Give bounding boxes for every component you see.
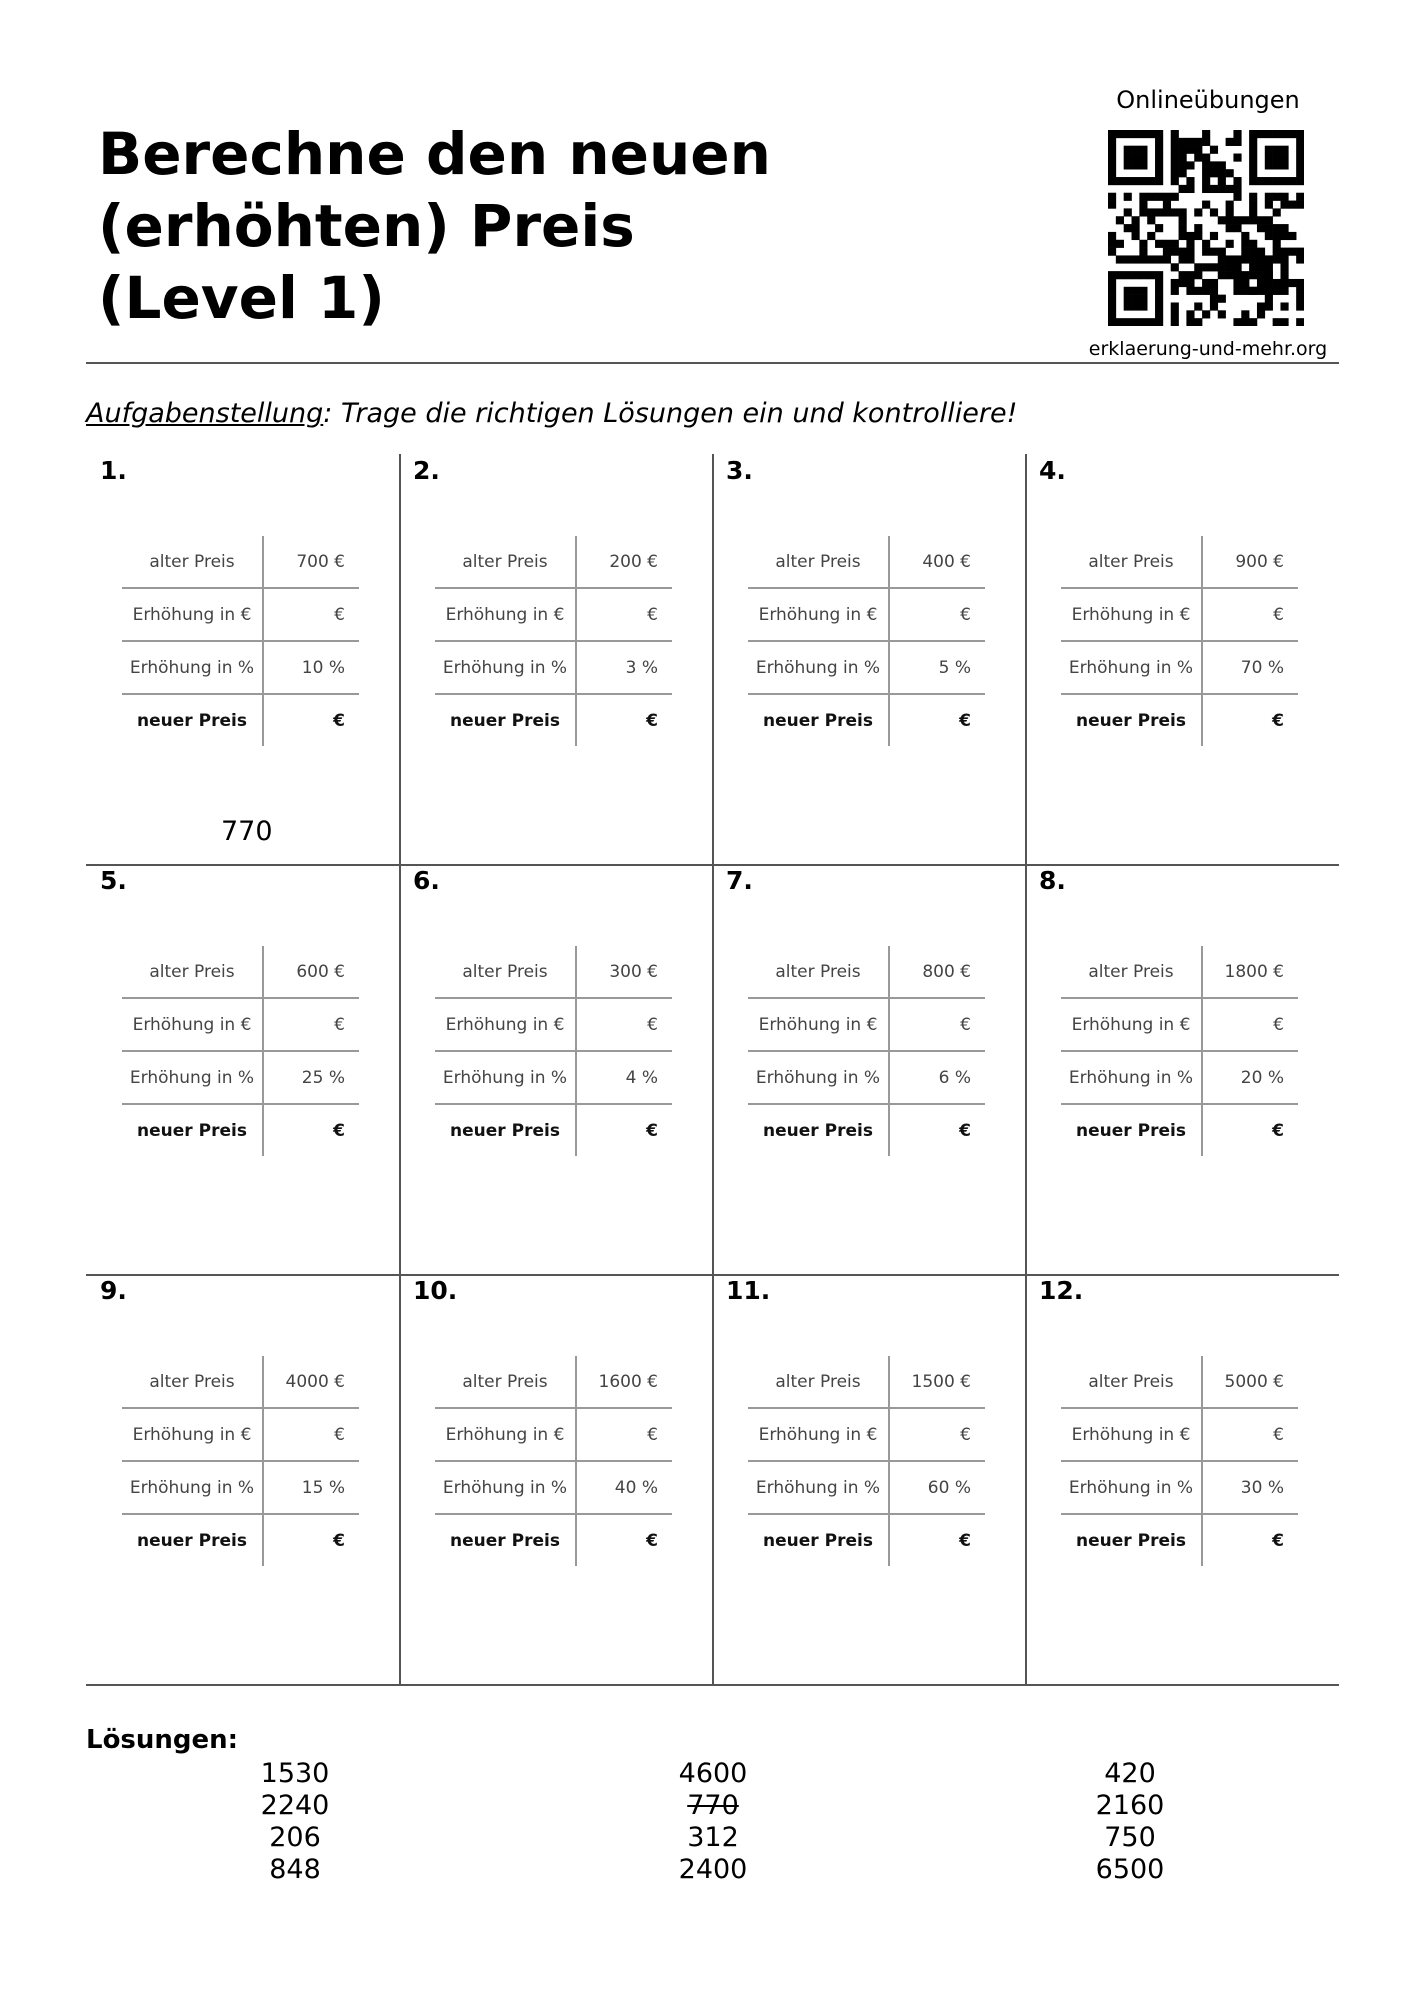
row-label: Erhöhung in € [122,588,263,641]
row-value: 1500 € [889,1356,985,1408]
price-row [748,1514,985,1566]
price-table [122,946,359,1156]
row-value: 1800 € [1202,946,1298,998]
solutions-column [185,1758,405,1886]
row-label: Erhöhung in % [122,1461,263,1514]
row-label: alter Preis [435,1356,576,1408]
exercise-number: 4. [1039,456,1066,485]
qr-label: Onlineübungen [1116,86,1300,114]
solution-value: 312 [687,1822,739,1853]
solutions-column [603,1758,823,1886]
price-table [748,946,985,1156]
exercise-card [1025,864,1338,1275]
price-row [122,694,359,746]
row-value: 30 % [1202,1461,1298,1514]
solution-value: 2400 [678,1854,748,1885]
price-row [748,1461,985,1514]
row-label: neuer Preis [435,1514,576,1566]
task-instruction [86,398,1017,429]
qr-code[interactable] [1108,130,1304,326]
row-label: alter Preis [122,536,263,588]
price-row [1061,1104,1298,1156]
row-value[interactable]: € [263,998,359,1051]
price-row [1061,536,1298,588]
row-value: 200 € [576,536,672,588]
solution-value: 2160 [1095,1790,1165,1821]
row-value: 40 % [576,1461,672,1514]
row-label: neuer Preis [748,1514,889,1566]
row-value: 400 € [889,536,985,588]
row-value[interactable]: € [1272,1120,1284,1141]
price-row [435,536,672,588]
row-label: alter Preis [122,946,263,998]
price-row [748,588,985,641]
row-value[interactable]: € [1202,588,1298,641]
price-row [748,946,985,998]
row-label: Erhöhung in € [748,588,889,641]
price-row [122,536,359,588]
row-value: 60 % [889,1461,985,1514]
row-value[interactable]: € [959,1530,971,1551]
price-row [435,694,672,746]
row-value: 900 € [1202,536,1298,588]
handwritten-answer[interactable]: 770 [221,816,273,847]
header-divider [86,362,1339,364]
price-row [122,1104,359,1156]
solution-value: 770 [687,1790,739,1821]
title-line: (Level 1) [98,264,385,332]
website-label: erklaerung-und-mehr.org [1088,338,1328,360]
row-label: neuer Preis [748,1104,889,1156]
row-value: 700 € [263,536,359,588]
row-label: Erhöhung in € [748,998,889,1051]
exercise-number: 11. [726,1276,771,1305]
exercise-card [399,1274,712,1685]
row-value[interactable]: € [646,710,658,731]
row-label: Erhöhung in % [435,1051,576,1104]
row-value: 4 % [576,1051,672,1104]
row-value[interactable]: € [333,710,345,731]
row-label: alter Preis [1061,1356,1202,1408]
row-value[interactable]: € [1202,998,1298,1051]
exercise-card [86,1274,399,1685]
row-value[interactable]: € [263,588,359,641]
exercise-card [1025,454,1338,865]
solution-value: 1530 [260,1758,330,1789]
price-row [122,1408,359,1461]
row-label: neuer Preis [435,694,576,746]
solutions-column [1020,1758,1240,1886]
page-title [98,118,771,334]
row-value: 3 % [576,641,672,694]
row-label: Erhöhung in € [122,998,263,1051]
price-row [122,1356,359,1408]
price-row [748,1104,985,1156]
row-value[interactable]: € [263,1408,359,1461]
price-row [1061,1051,1298,1104]
exercise-grid [86,454,1339,1686]
exercise-card [1025,1274,1338,1685]
row-label: neuer Preis [435,1104,576,1156]
title-line: (erhöhten) Preis [98,192,635,260]
price-row [122,641,359,694]
price-row [122,946,359,998]
row-label: neuer Preis [122,1104,263,1156]
exercise-number: 12. [1039,1276,1084,1305]
row-label: Erhöhung in € [435,588,576,641]
price-row [435,641,672,694]
row-label: Erhöhung in % [435,641,576,694]
solution-value: 750 [1104,1822,1156,1853]
title-line: Berechne den neuen [98,120,771,188]
price-row [435,1514,672,1566]
row-label: alter Preis [748,1356,889,1408]
exercise-card [399,454,712,865]
solutions-heading: Lösungen: [86,1725,239,1755]
price-table [435,536,672,746]
price-row [1061,641,1298,694]
row-value: 600 € [263,946,359,998]
row-value: 25 % [263,1051,359,1104]
price-row [1061,694,1298,746]
row-value[interactable]: € [889,1408,985,1461]
row-label: Erhöhung in % [1061,641,1202,694]
row-label: alter Preis [435,946,576,998]
exercise-card [86,864,399,1275]
row-value: 800 € [889,946,985,998]
price-row [435,1051,672,1104]
row-value[interactable]: € [576,1408,672,1461]
price-row [435,998,672,1051]
price-row [435,1461,672,1514]
row-label: Erhöhung in € [435,1408,576,1461]
price-table [748,536,985,746]
price-row [122,588,359,641]
exercise-number: 6. [413,866,440,895]
row-value[interactable]: € [576,998,672,1051]
row-value: 20 % [1202,1051,1298,1104]
price-row [435,1408,672,1461]
price-table [1061,946,1298,1156]
row-label: neuer Preis [122,1514,263,1566]
row-label: Erhöhung in % [1061,1051,1202,1104]
row-label: Erhöhung in € [1061,588,1202,641]
exercise-number: 8. [1039,866,1066,895]
exercise-card [712,1274,1025,1685]
row-label: Erhöhung in % [122,641,263,694]
row-value[interactable]: € [576,588,672,641]
exercise-number: 9. [100,1276,127,1305]
row-label: neuer Preis [122,694,263,746]
price-table [435,1356,672,1566]
price-row [1061,998,1298,1051]
price-row [1061,1514,1298,1566]
row-value: 300 € [576,946,672,998]
price-row [122,1461,359,1514]
price-row [435,1104,672,1156]
row-label: alter Preis [435,536,576,588]
row-label: Erhöhung in % [435,1461,576,1514]
row-label: Erhöhung in € [1061,1408,1202,1461]
row-label: alter Preis [122,1356,263,1408]
solution-value: 2240 [260,1790,330,1821]
row-value[interactable]: € [333,1120,345,1141]
price-table [122,1356,359,1566]
task-text: : Trage die richtigen Lösungen ein und kontrolliere! [323,398,1018,429]
exercise-number: 5. [100,866,127,895]
task-label: Aufgabenstellung [86,398,324,429]
row-value[interactable]: € [1272,1530,1284,1551]
price-row [1061,1461,1298,1514]
row-value[interactable]: € [959,710,971,731]
price-row [435,588,672,641]
price-row [435,946,672,998]
row-label: alter Preis [748,946,889,998]
price-row [748,998,985,1051]
row-label: Erhöhung in € [122,1408,263,1461]
row-value: 10 % [263,641,359,694]
price-row [748,641,985,694]
row-label: neuer Preis [748,694,889,746]
solution-value: 420 [1104,1758,1156,1789]
row-value[interactable]: € [1272,710,1284,731]
exercise-number: 3. [726,456,753,485]
row-value: 5 % [889,641,985,694]
price-row [122,1514,359,1566]
solution-value: 848 [269,1854,321,1885]
exercise-card [399,864,712,1275]
price-table [435,946,672,1156]
row-label: alter Preis [1061,536,1202,588]
price-row [748,1356,985,1408]
exercise-card [712,864,1025,1275]
row-label: Erhöhung in € [1061,998,1202,1051]
row-value: 15 % [263,1461,359,1514]
price-table [748,1356,985,1566]
price-table [122,536,359,746]
row-label: neuer Preis [1061,1514,1202,1566]
row-label: Erhöhung in % [748,1051,889,1104]
price-row [1061,588,1298,641]
row-label: Erhöhung in € [435,998,576,1051]
solution-value: 6500 [1095,1854,1165,1885]
row-label: neuer Preis [1061,1104,1202,1156]
exercise-number: 7. [726,866,753,895]
exercise-number: 2. [413,456,440,485]
price-table [1061,1356,1298,1566]
exercise-number: 1. [100,456,127,485]
row-label: Erhöhung in % [748,641,889,694]
row-value[interactable]: € [646,1530,658,1551]
price-row [1061,946,1298,998]
row-value: 4000 € [263,1356,359,1408]
price-row [122,1051,359,1104]
price-row [748,1408,985,1461]
price-row [748,694,985,746]
row-value[interactable]: € [959,1120,971,1141]
row-value[interactable]: € [1202,1408,1298,1461]
exercise-card [86,454,399,865]
row-label: alter Preis [748,536,889,588]
row-value[interactable]: € [333,1530,345,1551]
row-value[interactable]: € [889,588,985,641]
row-value[interactable]: € [646,1120,658,1141]
row-value: 5000 € [1202,1356,1298,1408]
row-label: Erhöhung in % [122,1051,263,1104]
row-label: Erhöhung in % [748,1461,889,1514]
solution-value: 4600 [678,1758,748,1789]
row-value: 1600 € [576,1356,672,1408]
price-table [1061,536,1298,746]
solution-value: 206 [269,1822,321,1853]
row-value: 70 % [1202,641,1298,694]
price-row [1061,1356,1298,1408]
row-label: neuer Preis [1061,694,1202,746]
row-label: Erhöhung in € [748,1408,889,1461]
exercise-card [712,454,1025,865]
price-row [122,998,359,1051]
row-label: Erhöhung in % [1061,1461,1202,1514]
price-row [748,1051,985,1104]
price-row [748,536,985,588]
price-row [435,1356,672,1408]
exercise-number: 10. [413,1276,458,1305]
row-label: alter Preis [1061,946,1202,998]
row-value[interactable]: € [889,998,985,1051]
price-row [1061,1408,1298,1461]
row-value: 6 % [889,1051,985,1104]
